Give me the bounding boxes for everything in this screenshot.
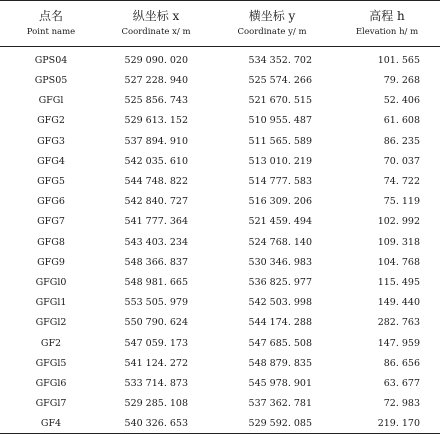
table-row bbox=[0, 373, 440, 393]
cell-coordinate-x: 541 124. 272 bbox=[124, 357, 188, 369]
cell-elevation: 74. 722 bbox=[383, 176, 420, 188]
cell-coordinate-x: 553 505. 979 bbox=[124, 297, 188, 309]
table-body bbox=[0, 47, 440, 434]
cell-point-name: GFGl6 bbox=[35, 377, 67, 389]
cell-point-name: GFGl7 bbox=[35, 398, 67, 410]
table-row bbox=[0, 131, 440, 151]
cell-elevation: 75. 119 bbox=[383, 196, 420, 208]
table-row bbox=[0, 192, 440, 212]
header-coordinate-y-cn: 横坐标 y bbox=[248, 9, 296, 23]
cell-coordinate-x: 533 714. 873 bbox=[124, 377, 188, 389]
cell-elevation: 219. 170 bbox=[334, 414, 440, 434]
cell-elevation: 79. 268 bbox=[383, 75, 420, 87]
cell-point-name: GFG9 bbox=[37, 256, 65, 268]
table-row bbox=[0, 91, 440, 111]
cell-coordinate-y: 542 503. 998 bbox=[248, 297, 312, 309]
table-row bbox=[0, 171, 440, 191]
table-row bbox=[0, 111, 440, 131]
cell-coordinate-y: 510 955. 487 bbox=[248, 115, 312, 127]
header-point-name-cn: 点名 bbox=[38, 9, 63, 23]
table-row bbox=[0, 333, 440, 353]
cell-coordinate-y: 530 346. 983 bbox=[248, 256, 312, 268]
cell-point-name: GFG2 bbox=[37, 115, 65, 127]
cell-coordinate-y: 529 592. 085 bbox=[210, 414, 334, 434]
cell-coordinate-y: 545 978. 901 bbox=[248, 377, 312, 389]
cell-elevation: 115. 495 bbox=[377, 276, 420, 288]
cell-coordinate-y: 536 825. 977 bbox=[248, 276, 312, 288]
cell-coordinate-y: 544 174. 288 bbox=[248, 317, 312, 329]
cell-coordinate-x: 542 035. 610 bbox=[124, 155, 188, 167]
cell-point-name: GFGl bbox=[38, 95, 64, 107]
header-elevation bbox=[334, 1, 440, 47]
cell-coordinate-x: 537 894. 910 bbox=[124, 135, 188, 147]
cell-coordinate-x: 550 790. 624 bbox=[124, 317, 188, 329]
cell-coordinate-x: 527 228. 940 bbox=[124, 75, 188, 87]
cell-coordinate-x: 544 748. 822 bbox=[124, 176, 188, 188]
cell-coordinate-y: 516 309. 206 bbox=[248, 196, 312, 208]
table-row bbox=[0, 313, 440, 333]
cell-coordinate-x: 547 059. 173 bbox=[124, 337, 188, 349]
cell-point-name: GFG7 bbox=[37, 216, 65, 228]
cell-coordinate-x: 542 840. 727 bbox=[124, 196, 188, 208]
table-row bbox=[0, 151, 440, 171]
cell-elevation: 104. 768 bbox=[377, 256, 420, 268]
header-coordinate-x-cn: 纵坐标 x bbox=[132, 9, 180, 23]
cell-coordinate-x: 525 856. 743 bbox=[124, 95, 188, 107]
table-row bbox=[0, 232, 440, 252]
cell-point-name: GFGl5 bbox=[35, 357, 67, 369]
header-coordinate-x bbox=[102, 1, 210, 47]
table-row bbox=[0, 71, 440, 91]
cell-elevation: 72. 983 bbox=[383, 398, 420, 410]
cell-elevation: 63. 677 bbox=[383, 377, 420, 389]
cell-elevation: 102. 992 bbox=[377, 216, 420, 228]
cell-elevation: 147. 959 bbox=[377, 337, 420, 349]
cell-coordinate-y: 525 574. 266 bbox=[248, 75, 312, 87]
cell-point-name: GFG8 bbox=[37, 236, 65, 248]
table-row bbox=[0, 353, 440, 373]
cell-coordinate-x: 548 366. 837 bbox=[124, 256, 188, 268]
cell-point-name: GFG5 bbox=[37, 176, 65, 188]
cell-coordinate-x: 541 777. 364 bbox=[124, 216, 188, 228]
cell-coordinate-x: 529 285. 108 bbox=[124, 398, 188, 410]
cell-coordinate-x: 540 326. 653 bbox=[102, 414, 210, 434]
header-elevation-cn: 高程 h bbox=[369, 9, 405, 23]
cell-point-name: GF2 bbox=[40, 337, 62, 349]
cell-point-name: GFGl2 bbox=[35, 317, 67, 329]
cell-coordinate-y: 548 879. 835 bbox=[248, 357, 312, 369]
cell-elevation: 52. 406 bbox=[383, 95, 420, 107]
table-row bbox=[0, 394, 440, 414]
cell-elevation: 86. 235 bbox=[383, 135, 420, 147]
cell-coordinate-y: 537 362. 781 bbox=[248, 398, 312, 410]
cell-elevation: 109. 318 bbox=[377, 236, 420, 248]
cell-point-name: GFG4 bbox=[37, 155, 65, 167]
cell-elevation: 282. 763 bbox=[377, 317, 420, 329]
cell-coordinate-x: 529 090. 020 bbox=[124, 55, 188, 67]
table-row bbox=[0, 212, 440, 232]
header-coordinate-y-en: Coordinate y/ m bbox=[237, 27, 307, 37]
cell-point-name: GPS04 bbox=[34, 55, 68, 67]
cell-coordinate-y: 547 685. 508 bbox=[248, 337, 312, 349]
header-coordinate-x-en: Coordinate x/ m bbox=[121, 27, 191, 37]
cell-elevation: 70. 037 bbox=[383, 155, 420, 167]
table-row bbox=[0, 293, 440, 313]
cell-point-name: GFG3 bbox=[37, 135, 65, 147]
cell-coordinate-y: 521 670. 515 bbox=[248, 95, 312, 107]
table-row bbox=[0, 272, 440, 292]
table-row bbox=[0, 47, 440, 71]
cell-point-name: GF4 bbox=[0, 414, 102, 434]
cell-elevation: 86. 656 bbox=[383, 357, 420, 369]
header-point-name bbox=[0, 1, 102, 47]
cell-point-name: GFGl0 bbox=[35, 276, 67, 288]
cell-elevation: 149. 440 bbox=[377, 297, 420, 309]
cell-coordinate-y: 513 010. 219 bbox=[248, 155, 312, 167]
cell-point-name: GFG6 bbox=[37, 196, 65, 208]
cell-coordinate-x: 529 613. 152 bbox=[124, 115, 188, 127]
cell-coordinate-y: 514 777. 583 bbox=[248, 176, 312, 188]
table-header-row bbox=[0, 1, 440, 47]
header-point-name-en: Point name bbox=[26, 27, 76, 37]
header-coordinate-y bbox=[210, 1, 334, 47]
cell-coordinate-x: 543 403. 234 bbox=[124, 236, 188, 248]
cell-coordinate-x: 548 981. 665 bbox=[124, 276, 188, 288]
cell-point-name: GFGl1 bbox=[35, 297, 67, 309]
table-row bbox=[0, 252, 440, 272]
header-elevation-en: Elevation h/ m bbox=[355, 27, 419, 37]
cell-coordinate-y: 511 565. 589 bbox=[248, 135, 312, 147]
cell-elevation: 101. 565 bbox=[377, 55, 420, 67]
cell-elevation: 61. 608 bbox=[383, 115, 420, 127]
table-row bbox=[0, 414, 440, 434]
cell-coordinate-y: 524 768. 140 bbox=[248, 236, 312, 248]
cell-point-name: GPS05 bbox=[34, 75, 68, 87]
cell-coordinate-y: 521 459. 494 bbox=[248, 216, 312, 228]
cell-coordinate-y: 534 352. 702 bbox=[248, 55, 312, 67]
